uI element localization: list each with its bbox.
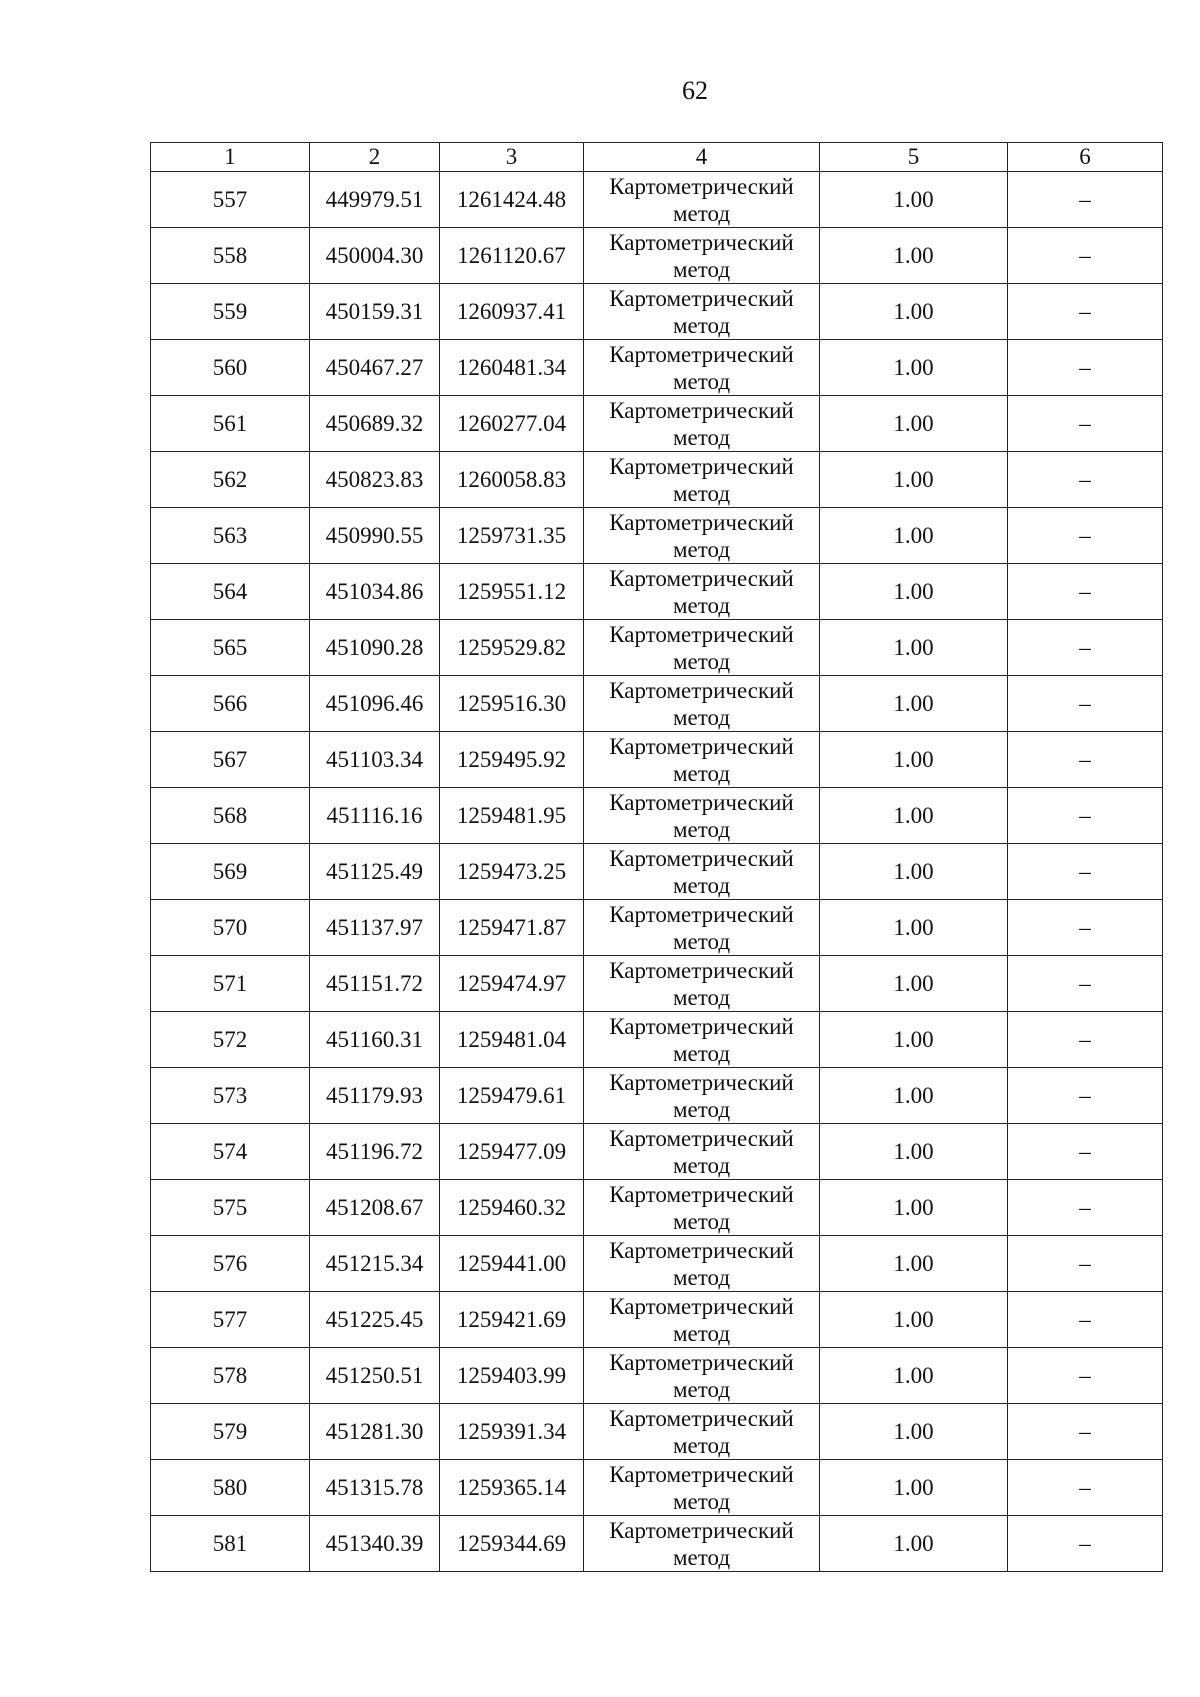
method-cell — [584, 340, 820, 396]
note-cell: – — [1008, 1180, 1163, 1236]
point-number-cell: 579 — [151, 1404, 310, 1460]
method-line-1: Картометрический — [609, 957, 794, 983]
x-coordinate-cell: 451034.86 — [310, 564, 440, 620]
x-coordinate-cell: 451250.51 — [310, 1348, 440, 1404]
table-row — [151, 284, 1163, 340]
page-number: 62 — [682, 76, 708, 105]
method-cell — [584, 228, 820, 284]
point-number-cell: 570 — [151, 900, 310, 956]
method-line-2: метод — [672, 648, 731, 674]
accuracy-cell: 1.00 — [820, 900, 1008, 956]
method-line-1: Картометрический — [609, 733, 794, 759]
y-coordinate-cell: 1259529.82 — [440, 620, 584, 676]
note-cell: – — [1008, 284, 1163, 340]
table-row — [151, 172, 1163, 228]
method-line-1: Картометрический — [609, 621, 794, 647]
note-cell: – — [1008, 1012, 1163, 1068]
column-header: 6 — [1008, 143, 1163, 172]
method-cell — [584, 1012, 820, 1068]
table-row — [151, 1124, 1163, 1180]
y-coordinate-cell: 1259473.25 — [440, 844, 584, 900]
x-coordinate-cell: 450689.32 — [310, 396, 440, 452]
method-line-2: метод — [672, 1488, 731, 1514]
point-number-cell: 559 — [151, 284, 310, 340]
method-line-1: Картометрический — [609, 1293, 794, 1319]
accuracy-cell: 1.00 — [820, 1292, 1008, 1348]
method-cell — [584, 676, 820, 732]
y-coordinate-cell: 1259344.69 — [440, 1516, 584, 1572]
accuracy-cell: 1.00 — [820, 1236, 1008, 1292]
accuracy-cell: 1.00 — [820, 956, 1008, 1012]
method-line-1: Картометрический — [609, 789, 794, 815]
x-coordinate-cell: 450004.30 — [310, 228, 440, 284]
method-line-2: метод — [672, 536, 731, 562]
method-cell — [584, 564, 820, 620]
point-number-cell: 572 — [151, 1012, 310, 1068]
method-cell — [584, 1068, 820, 1124]
column-header: 2 — [310, 143, 440, 172]
method-line-1: Картометрический — [609, 1517, 794, 1543]
method-line-2: метод — [672, 704, 731, 730]
y-coordinate-cell: 1260481.34 — [440, 340, 584, 396]
x-coordinate-cell: 451315.78 — [310, 1460, 440, 1516]
method-cell — [584, 620, 820, 676]
note-cell: – — [1008, 732, 1163, 788]
x-coordinate-cell: 450467.27 — [310, 340, 440, 396]
x-coordinate-cell: 451208.67 — [310, 1180, 440, 1236]
method-cell — [584, 172, 820, 228]
y-coordinate-cell: 1261120.67 — [440, 228, 584, 284]
x-coordinate-cell: 451096.46 — [310, 676, 440, 732]
method-cell — [584, 452, 820, 508]
point-number-cell: 565 — [151, 620, 310, 676]
y-coordinate-cell: 1259731.35 — [440, 508, 584, 564]
x-coordinate-cell: 451160.31 — [310, 1012, 440, 1068]
table-row — [151, 564, 1163, 620]
accuracy-cell: 1.00 — [820, 396, 1008, 452]
point-number-cell: 568 — [151, 788, 310, 844]
table-row — [151, 1012, 1163, 1068]
method-line-2: метод — [672, 592, 731, 618]
note-cell: – — [1008, 956, 1163, 1012]
method-line-2: метод — [672, 1152, 731, 1178]
table-row — [151, 1292, 1163, 1348]
x-coordinate-cell: 450823.83 — [310, 452, 440, 508]
x-coordinate-cell: 450159.31 — [310, 284, 440, 340]
note-cell: – — [1008, 508, 1163, 564]
note-cell: – — [1008, 1516, 1163, 1572]
note-cell: – — [1008, 1292, 1163, 1348]
table-row — [151, 1404, 1163, 1460]
table-row — [151, 396, 1163, 452]
x-coordinate-cell: 451225.45 — [310, 1292, 440, 1348]
method-line-1: Картометрический — [609, 285, 794, 311]
method-line-2: метод — [672, 200, 731, 226]
accuracy-cell: 1.00 — [820, 228, 1008, 284]
method-line-1: Картометрический — [609, 453, 794, 479]
method-line-2: метод — [672, 368, 731, 394]
table-row — [151, 1068, 1163, 1124]
y-coordinate-cell: 1259495.92 — [440, 732, 584, 788]
method-line-2: метод — [672, 1320, 731, 1346]
y-coordinate-cell: 1259481.95 — [440, 788, 584, 844]
method-line-1: Картометрический — [609, 1069, 794, 1095]
method-line-1: Картометрический — [609, 565, 794, 591]
y-coordinate-cell: 1259474.97 — [440, 956, 584, 1012]
note-cell: – — [1008, 676, 1163, 732]
point-number-cell: 571 — [151, 956, 310, 1012]
method-line-2: метод — [672, 816, 731, 842]
point-number-cell: 558 — [151, 228, 310, 284]
accuracy-cell: 1.00 — [820, 1348, 1008, 1404]
method-line-2: метод — [672, 1432, 731, 1458]
method-line-1: Картометрический — [609, 341, 794, 367]
method-line-2: метод — [672, 984, 731, 1010]
accuracy-cell: 1.00 — [820, 1460, 1008, 1516]
note-cell: – — [1008, 452, 1163, 508]
method-cell — [584, 1180, 820, 1236]
point-number-cell: 576 — [151, 1236, 310, 1292]
method-cell — [584, 844, 820, 900]
method-line-1: Картометрический — [609, 1461, 794, 1487]
table-row — [151, 788, 1163, 844]
method-line-2: метод — [672, 1264, 731, 1290]
point-number-cell: 577 — [151, 1292, 310, 1348]
x-coordinate-cell: 451116.16 — [310, 788, 440, 844]
point-number-cell: 578 — [151, 1348, 310, 1404]
method-cell — [584, 284, 820, 340]
method-line-2: метод — [672, 760, 731, 786]
method-line-1: Картометрический — [609, 1181, 794, 1207]
y-coordinate-cell: 1259481.04 — [440, 1012, 584, 1068]
point-number-cell: 566 — [151, 676, 310, 732]
point-number-cell: 557 — [151, 172, 310, 228]
x-coordinate-cell: 451090.28 — [310, 620, 440, 676]
accuracy-cell: 1.00 — [820, 1180, 1008, 1236]
method-cell — [584, 732, 820, 788]
table-row — [151, 1348, 1163, 1404]
accuracy-cell: 1.00 — [820, 1516, 1008, 1572]
table-row — [151, 1460, 1163, 1516]
y-coordinate-cell: 1261424.48 — [440, 172, 584, 228]
method-line-1: Картометрический — [609, 173, 794, 199]
y-coordinate-cell: 1259477.09 — [440, 1124, 584, 1180]
x-coordinate-cell: 451137.97 — [310, 900, 440, 956]
table-row — [151, 900, 1163, 956]
method-cell — [584, 1292, 820, 1348]
note-cell: – — [1008, 564, 1163, 620]
table-row — [151, 844, 1163, 900]
point-number-cell: 560 — [151, 340, 310, 396]
note-cell: – — [1008, 340, 1163, 396]
column-header: 1 — [151, 143, 310, 172]
table-row — [151, 228, 1163, 284]
method-line-1: Картометрический — [609, 1237, 794, 1263]
point-number-cell: 575 — [151, 1180, 310, 1236]
x-coordinate-cell: 451196.72 — [310, 1124, 440, 1180]
y-coordinate-cell: 1259365.14 — [440, 1460, 584, 1516]
table-row — [151, 1180, 1163, 1236]
note-cell: – — [1008, 1068, 1163, 1124]
x-coordinate-cell: 449979.51 — [310, 172, 440, 228]
method-cell — [584, 1404, 820, 1460]
point-number-cell: 567 — [151, 732, 310, 788]
point-number-cell: 561 — [151, 396, 310, 452]
method-cell — [584, 788, 820, 844]
method-line-2: метод — [672, 312, 731, 338]
method-line-1: Картометрический — [609, 1013, 794, 1039]
accuracy-cell: 1.00 — [820, 1124, 1008, 1180]
x-coordinate-cell: 451179.93 — [310, 1068, 440, 1124]
table-row — [151, 1236, 1163, 1292]
note-cell: – — [1008, 788, 1163, 844]
table-row — [151, 452, 1163, 508]
accuracy-cell: 1.00 — [820, 1012, 1008, 1068]
point-number-cell: 580 — [151, 1460, 310, 1516]
y-coordinate-cell: 1259516.30 — [440, 676, 584, 732]
note-cell: – — [1008, 172, 1163, 228]
point-number-cell: 564 — [151, 564, 310, 620]
y-coordinate-cell: 1260058.83 — [440, 452, 584, 508]
accuracy-cell: 1.00 — [820, 620, 1008, 676]
point-number-cell: 569 — [151, 844, 310, 900]
method-line-1: Картометрический — [609, 509, 794, 535]
method-line-1: Картометрический — [609, 677, 794, 703]
method-cell — [584, 1460, 820, 1516]
accuracy-cell: 1.00 — [820, 284, 1008, 340]
method-line-1: Картометрический — [609, 901, 794, 927]
method-line-2: метод — [672, 256, 731, 282]
method-line-1: Картометрический — [609, 1125, 794, 1151]
note-cell: – — [1008, 900, 1163, 956]
method-line-1: Картометрический — [609, 1405, 794, 1431]
method-cell — [584, 1516, 820, 1572]
note-cell: – — [1008, 620, 1163, 676]
table-row — [151, 676, 1163, 732]
y-coordinate-cell: 1259479.61 — [440, 1068, 584, 1124]
accuracy-cell: 1.00 — [820, 844, 1008, 900]
point-number-cell: 563 — [151, 508, 310, 564]
x-coordinate-cell: 451151.72 — [310, 956, 440, 1012]
method-cell — [584, 1124, 820, 1180]
y-coordinate-cell: 1260277.04 — [440, 396, 584, 452]
table-row — [151, 508, 1163, 564]
accuracy-cell: 1.00 — [820, 732, 1008, 788]
method-line-2: метод — [672, 1376, 731, 1402]
x-coordinate-cell: 451281.30 — [310, 1404, 440, 1460]
method-cell — [584, 1348, 820, 1404]
y-coordinate-cell: 1259403.99 — [440, 1348, 584, 1404]
y-coordinate-cell: 1259391.34 — [440, 1404, 584, 1460]
x-coordinate-cell: 450990.55 — [310, 508, 440, 564]
point-number-cell: 581 — [151, 1516, 310, 1572]
table-header-row — [151, 143, 1163, 172]
column-header: 5 — [820, 143, 1008, 172]
y-coordinate-cell: 1259460.32 — [440, 1180, 584, 1236]
accuracy-cell: 1.00 — [820, 172, 1008, 228]
y-coordinate-cell: 1260937.41 — [440, 284, 584, 340]
point-number-cell: 574 — [151, 1124, 310, 1180]
x-coordinate-cell: 451103.34 — [310, 732, 440, 788]
method-line-2: метод — [672, 872, 731, 898]
method-line-2: метод — [672, 480, 731, 506]
point-number-cell: 562 — [151, 452, 310, 508]
table-row — [151, 956, 1163, 1012]
coordinates-table — [150, 142, 1163, 1572]
y-coordinate-cell: 1259471.87 — [440, 900, 584, 956]
method-cell — [584, 508, 820, 564]
method-line-2: метод — [672, 424, 731, 450]
method-line-2: метод — [672, 1208, 731, 1234]
note-cell: – — [1008, 1124, 1163, 1180]
accuracy-cell: 1.00 — [820, 788, 1008, 844]
accuracy-cell: 1.00 — [820, 564, 1008, 620]
accuracy-cell: 1.00 — [820, 1068, 1008, 1124]
note-cell: – — [1008, 396, 1163, 452]
accuracy-cell: 1.00 — [820, 508, 1008, 564]
y-coordinate-cell: 1259441.00 — [440, 1236, 584, 1292]
method-cell — [584, 956, 820, 1012]
method-line-2: метод — [672, 1040, 731, 1066]
x-coordinate-cell: 451340.39 — [310, 1516, 440, 1572]
x-coordinate-cell: 451215.34 — [310, 1236, 440, 1292]
column-header: 3 — [440, 143, 584, 172]
note-cell: – — [1008, 1404, 1163, 1460]
method-line-2: метод — [672, 1096, 731, 1122]
method-line-1: Картометрический — [609, 845, 794, 871]
note-cell: – — [1008, 228, 1163, 284]
table-row — [151, 732, 1163, 788]
accuracy-cell: 1.00 — [820, 340, 1008, 396]
table-row — [151, 1516, 1163, 1572]
accuracy-cell: 1.00 — [820, 1404, 1008, 1460]
note-cell: – — [1008, 844, 1163, 900]
table-row — [151, 620, 1163, 676]
note-cell: – — [1008, 1348, 1163, 1404]
note-cell: – — [1008, 1236, 1163, 1292]
y-coordinate-cell: 1259421.69 — [440, 1292, 584, 1348]
note-cell: – — [1008, 1460, 1163, 1516]
method-cell — [584, 396, 820, 452]
method-line-2: метод — [672, 928, 731, 954]
method-line-1: Картометрический — [609, 397, 794, 423]
x-coordinate-cell: 451125.49 — [310, 844, 440, 900]
accuracy-cell: 1.00 — [820, 452, 1008, 508]
method-line-1: Картометрический — [609, 229, 794, 255]
method-cell — [584, 900, 820, 956]
y-coordinate-cell: 1259551.12 — [440, 564, 584, 620]
column-header: 4 — [584, 143, 820, 172]
point-number-cell: 573 — [151, 1068, 310, 1124]
method-cell — [584, 1236, 820, 1292]
method-line-1: Картометрический — [609, 1349, 794, 1375]
accuracy-cell: 1.00 — [820, 676, 1008, 732]
table-row — [151, 340, 1163, 396]
method-line-2: метод — [672, 1544, 731, 1570]
